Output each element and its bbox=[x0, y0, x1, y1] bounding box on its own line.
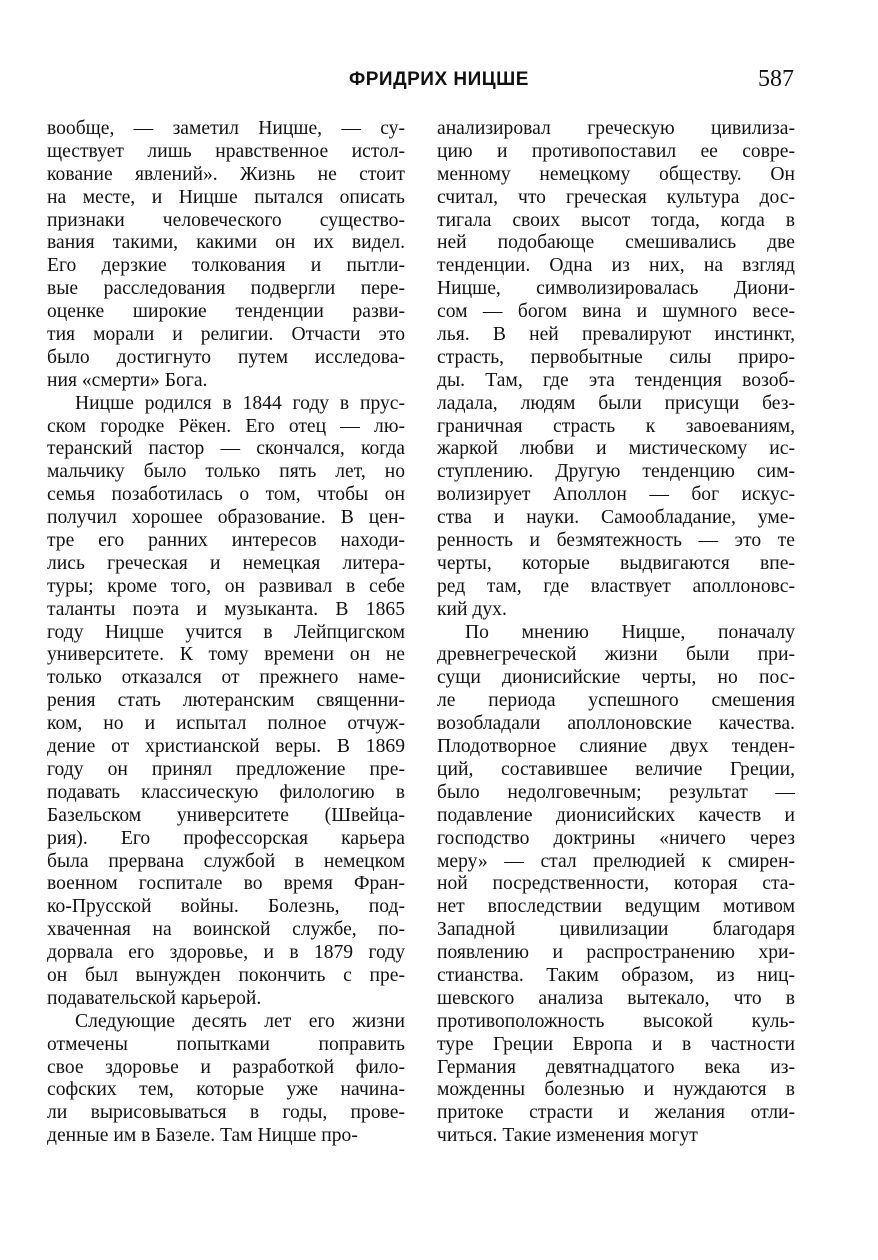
text-line: вания такими, какими он их видел. bbox=[47, 232, 405, 254]
text-line: теранский пастор — скончался, когда bbox=[47, 438, 405, 460]
text-line: было достигнуто путем исследова- bbox=[47, 346, 405, 368]
text-line: шевского анализа вытекало, что в bbox=[437, 987, 795, 1009]
text-line: вообще, — заметил Ницше, — су- bbox=[47, 118, 405, 139]
text-line: мальчику было только пять лет, но bbox=[47, 461, 405, 483]
text-line: жаркой любви и мистическому ис- bbox=[437, 438, 795, 460]
running-title: ФРИДРИХ НИЦШЕ bbox=[349, 69, 529, 90]
text-line: цию и противопоставил ее совре- bbox=[437, 140, 795, 162]
text-line: лись греческая и немецкая литера- bbox=[47, 552, 405, 574]
paragraph bbox=[47, 1011, 405, 1148]
right-column bbox=[437, 118, 795, 1148]
text-line: ле периода успешного смешения bbox=[437, 690, 795, 712]
paragraph bbox=[47, 393, 405, 1011]
text-line: читься. Такие изменения могут bbox=[437, 1125, 698, 1147]
text-line: хваченная на воинской службе, по- bbox=[47, 919, 405, 941]
text-line: ций, составившее величие Греции, bbox=[437, 758, 795, 780]
text-line: на месте, и Ницше пытался описать bbox=[47, 186, 405, 208]
text-line: ком, но и испытал полное отчуж- bbox=[47, 713, 405, 735]
text-line: военном госпитале во время Фран- bbox=[47, 873, 405, 895]
left-column bbox=[47, 118, 405, 1148]
text-line: оценке широкие тенденции разви- bbox=[47, 301, 405, 323]
text-line: рения стать лютеранским священни- bbox=[47, 690, 405, 712]
text-line: вые расследования подвергли пере- bbox=[47, 278, 405, 300]
text-line: году Ницше учится в Лейпцигском bbox=[47, 621, 405, 643]
text-line: менному немецкому обществу. Он bbox=[437, 163, 795, 185]
text-line: лья. В ней превалируют инстинкт, bbox=[437, 324, 795, 346]
text-line: Его дерзкие толкования и пытли- bbox=[47, 255, 405, 277]
text-line: было недолговечным; результат — bbox=[437, 781, 795, 803]
text-line: Ницше, символизировалась Диони- bbox=[437, 278, 795, 300]
text-line: ладала, людям были присущи без- bbox=[437, 392, 795, 414]
text-line: кий дух. bbox=[437, 598, 507, 620]
paragraph bbox=[47, 118, 405, 393]
text-line: ренность и безмятежность — это те bbox=[437, 530, 795, 552]
text-line: тре его ранних интересов находи- bbox=[47, 530, 405, 552]
text-line: подавление дионисийских качеств и bbox=[437, 804, 795, 826]
text-line: древнегреческой жизни были при- bbox=[437, 644, 795, 666]
text-line: граничная страсть к завоеваниям, bbox=[437, 415, 795, 437]
running-head bbox=[0, 66, 878, 96]
text-line: дорвала его здоровье, и в 1879 году bbox=[47, 942, 405, 964]
text-line: волизирует Аполлон — бог искус- bbox=[437, 484, 795, 506]
text-line: ней подобающе смешивались две bbox=[437, 232, 795, 254]
text-line: свое здоровье и разработкой фило- bbox=[47, 1056, 405, 1078]
text-line: семья позаботилась о том, чтобы он bbox=[47, 484, 405, 506]
text-line: туры; кроме того, он развивал в себе bbox=[47, 575, 405, 597]
text-line: притоке страсти и желания отли- bbox=[437, 1102, 795, 1124]
text-line: софских тем, которые уже начина- bbox=[47, 1079, 405, 1101]
text-line: считал, что греческая культура дос- bbox=[437, 186, 795, 208]
text-line: сущи дионисийские черты, но пос- bbox=[437, 667, 795, 689]
text-line: ли вырисовываться в годы, прове- bbox=[47, 1102, 405, 1124]
text-line: господство доктрины «ничего через bbox=[437, 827, 795, 849]
text-line: Плодотворное слияние двух тенден- bbox=[437, 736, 795, 758]
text-line: ной посредственности, которая ста- bbox=[437, 873, 795, 895]
text-line: нет впоследствии ведущим мотивом bbox=[437, 896, 795, 918]
text-line: Германия девятнадцатого века из- bbox=[437, 1056, 795, 1078]
text-line: появлению и распространению хри- bbox=[437, 942, 795, 964]
text-line: таланты поэта и музыканта. В 1865 bbox=[47, 598, 405, 620]
text-line: он был вынужден покончить с пре- bbox=[47, 964, 405, 986]
text-line: дение от христианской веры. В 1869 bbox=[47, 736, 405, 758]
text-line: рия). Его профессорская карьера bbox=[47, 827, 405, 849]
text-line: тенденции. Одна из них, на взгляд bbox=[437, 255, 795, 277]
text-line: анализировал греческую цивилиза- bbox=[437, 118, 795, 139]
text-line: Следующие десять лет его жизни bbox=[75, 1010, 405, 1032]
text-line: ред там, где властвует аполлоновс- bbox=[437, 575, 795, 597]
text-line: можденны болезнью и нуждаются в bbox=[437, 1079, 795, 1101]
text-line: Базельском университете (Швейца- bbox=[47, 804, 405, 826]
text-line: противоположность высокой куль- bbox=[437, 1010, 795, 1032]
text-line: ко-Прусской войны. Болезнь, под- bbox=[47, 896, 405, 918]
text-line: ществует лишь нравственное истол- bbox=[47, 140, 405, 162]
text-line: только отказался от прежнего наме- bbox=[47, 667, 405, 689]
text-line: Западной цивилизации благодаря bbox=[437, 919, 795, 941]
text-line: университете. К тому времени он не bbox=[47, 644, 405, 666]
text-line: стианства. Таким образом, из ниц- bbox=[437, 964, 795, 986]
text-line: ступлению. Другую тенденцию сим- bbox=[437, 461, 795, 483]
paragraph bbox=[437, 622, 795, 1148]
text-line: меру» — стал прелюдией к смирен- bbox=[437, 850, 795, 872]
text-line: тигала своих высот тогда, когда в bbox=[437, 209, 795, 231]
text-line: ния «смерти» Бога. bbox=[47, 369, 208, 391]
page-number: 587 bbox=[758, 66, 794, 92]
text-line: черты, которые выдвигаются впе- bbox=[437, 552, 795, 574]
text-line: возобладали аполлоновские качества. bbox=[437, 713, 795, 735]
text-line: была прервана службой в немецком bbox=[47, 850, 405, 872]
text-line: По мнению Ницше, поначалу bbox=[465, 621, 795, 643]
text-line: ском городке Рёкен. Его отец — лю- bbox=[47, 415, 405, 437]
text-line: страсть, первобытные силы приро- bbox=[437, 346, 795, 368]
text-line: признаки человеческого существо- bbox=[47, 209, 405, 231]
text-line: тия морали и религии. Отчасти это bbox=[47, 324, 405, 346]
text-line: году он принял предложение пре- bbox=[47, 758, 405, 780]
text-line: кование явлений». Жизнь не стоит bbox=[47, 163, 405, 185]
paragraph bbox=[437, 118, 795, 622]
text-line: ды. Там, где эта тенденция возоб- bbox=[437, 369, 795, 391]
text-line: подавать классическую филологию в bbox=[47, 781, 405, 803]
text-line: Ницше родился в 1844 году в прус- bbox=[75, 392, 405, 414]
text-line: туре Греции Европа и в частности bbox=[437, 1033, 795, 1055]
text-line: отмечены попытками поправить bbox=[47, 1033, 405, 1055]
text-line: денные им в Базеле. Там Ницше про- bbox=[47, 1125, 358, 1147]
text-line: получил хорошее образование. В цен- bbox=[47, 507, 405, 529]
text-line: сом — богом вина и шумного весе- bbox=[437, 301, 795, 323]
text-line: подавательской карьерой. bbox=[47, 987, 262, 1009]
text-line: ства и науки. Самообладание, уме- bbox=[437, 507, 795, 529]
